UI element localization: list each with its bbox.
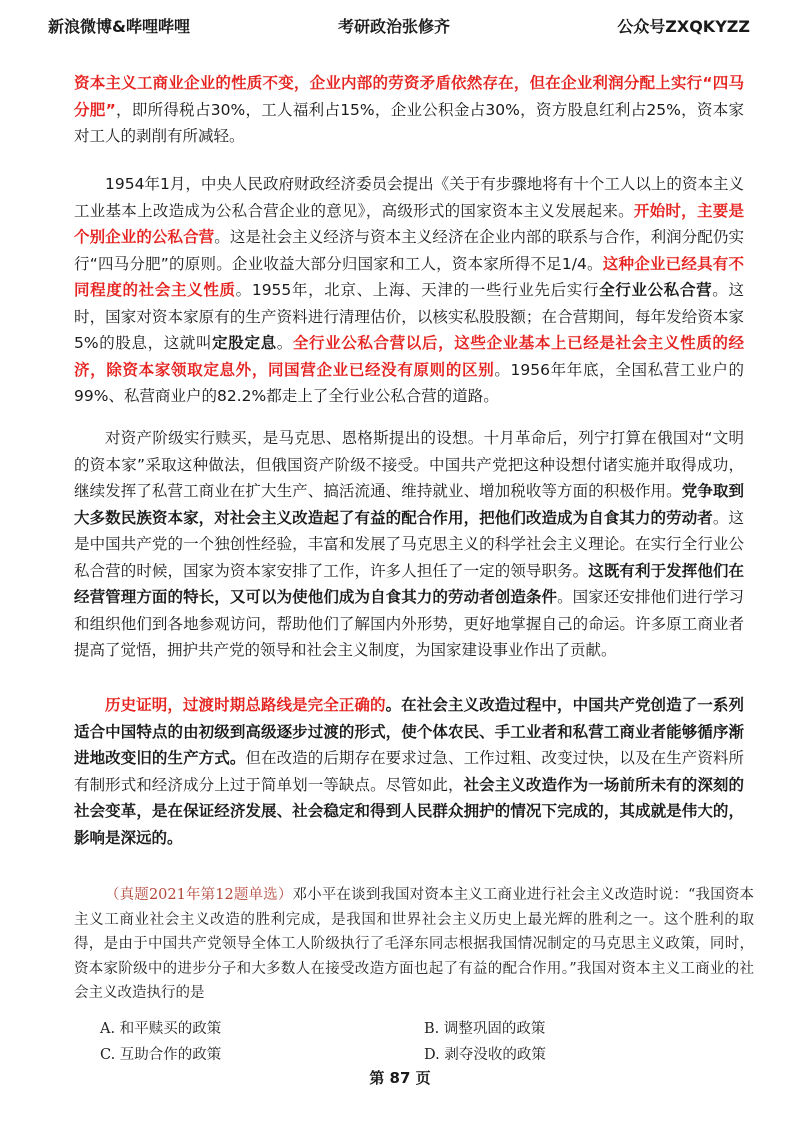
bold-text: 社会主义改造作为一场前所未有的深刻的社会变革，是在保证经济发展、社会稳定和得到人民群众拥护的情况下完成的，其成就是伟大的，影响是深远的。: [74, 775, 744, 847]
highlight-text: 全行业公私合营以后，这些企业基本上已经是社会主义性质的经济，除资本家领取定息外，同国营企业已经没有原则的区别: [74, 334, 744, 379]
paragraph-redemption-policy: [74, 425, 744, 664]
body-text: 。: [276, 334, 293, 352]
option-b: B. 调整巩固的政策: [424, 1021, 546, 1037]
paragraph-four-horse-profit-split: [74, 70, 744, 150]
body-text: 但在改造的后期存在要求过急、工作过粗、改变过快，以及在生产资料所有制形式和经济成分上过于简单划一等缺点。尽管如此，: [74, 749, 744, 794]
body-text: 。1955年，北京、上海、天津的一些行业先后实行: [235, 281, 600, 299]
exam-question-stem: [74, 883, 754, 1006]
highlight-text: 这种企业已经具有不同程度的社会主义性质: [74, 254, 744, 299]
header-left-weibo-bilibili: 新浪微博&哔哩哔哩: [48, 17, 190, 36]
highlight-text: 资本主义工商业企业的性质不变，企业内部的劳资矛盾依然存在，但在企业利润分配上实行“四马分肥”: [74, 74, 744, 119]
body-text: 对资产阶级实行赎买，是马克思、恩格斯提出的设想。十月革命后，列宁打算在俄国对“文明的资本家”采取这种做法，但俄国资产阶级不接受。中国共产党把这种设想付诸实施并取得成功，继续发挥了私营工商业在扩大生产、搞活流通、维持就业、增加税收等方面的积极作用。: [74, 429, 744, 500]
body-text: 。这时，国家对资本家原有的生产资料进行清理估价，以核实私股股额；在合营期间，每年发给资本家5%的股息，这就叫: [74, 281, 744, 352]
option-c: C. 互助合作的政策: [100, 1047, 222, 1063]
page-header: [48, 14, 750, 44]
question-text: 邓小平在谈到我国对资本主义工商业进行社会主义改造时说：“我国资本主义工商业社会主义改造的胜利完成，是我国和世界社会主义历史上最光辉的胜利之一。这个胜利的取得，是由于中国共产党领导全体工人阶级执行了毛泽东同志根据我国情况制定的马克思主义政策，同时，资本家阶级中的进步分子和大多数人在接受改造方面也起了有益的配合作用。”我国对资本主义工商业的社会主义改造执行的是: [74, 887, 754, 1001]
body-text: 。这是中国共产党的一个独创性经验，丰富和发展了马克思主义的科学社会主义理论。在实行全行业公私合营的时候，国家为资本家安排了工作，许多人担任了一定的领导职务。: [74, 508, 744, 580]
body-text: 。这是社会主义经济与资本主义经济在企业内部的联系与合作，利润分配仍实行“四马分肥”的原则。企业收益大部分归国家和工人，资本家所得不足1/4。: [74, 228, 744, 273]
body-text: 。国家还安排他们进行学习和组织他们到各地参观访问，帮助他们了解国内外形势，更好地掌握自己的命运。许多原工商业者提高了觉悟，拥护共产党的领导和社会主义制度，为国家建设事业作出了贡献。: [74, 588, 744, 659]
page-number: 第 87 页: [369, 1069, 431, 1087]
header-right-wechat-account: 公众号ZXQKYZZ: [617, 17, 750, 36]
highlight-text: 开始时，主要是个别企业的公私合营: [74, 201, 744, 246]
header-center-author: 考研政治张修齐: [338, 17, 451, 36]
option-d: D. 剥夺没收的政策: [424, 1047, 546, 1063]
bold-text: 党争取到大多数民族资本家，对社会主义改造起了有益的配合作用，把他们改造成为自食其力的劳动者: [74, 482, 744, 527]
bold-text: 全行业公私合营: [599, 281, 713, 299]
body-text: 1954年1月，中央人民政府财政经济委员会提出《关于有步骤地将有十个工人以上的资本主义工业基本上改造成为公私合营企业的意见》，高级形式的国家资本主义发展起来。: [74, 175, 744, 220]
body-text: 。1956年年底，全国私营工业户的99%、私营商业户的82.2%都走上了全行业公私合营的道路。: [74, 360, 744, 405]
paragraph-joint-state-private: [74, 171, 744, 410]
option-a: A. 和平赎买的政策: [100, 1021, 222, 1037]
bold-text: 定股定息: [212, 334, 277, 352]
highlight-text: 历史证明，过渡时期总路线是完全正确的: [105, 696, 386, 714]
paragraph-historical-evaluation: [74, 692, 744, 851]
bold-text: 这既有利于发挥他们在经营管理方面的特长，又可以为使他们成为自食其力的劳动者创造条件: [74, 561, 744, 606]
body-text: ，即所得税占30%，工人福利占15%，企业公积金占30%，资方股息红利占25%，资本家对工人的剥削有所减轻。: [74, 100, 745, 145]
question-source-label: （真题2021年第12题单选）: [105, 887, 293, 903]
bold-text: 。在社会主义改造过程中，中国共产党创造了一系列适合中国特点的由初级到高级逐步过渡的形式，使个体农民、手工业者和私营工商业者能够循序渐进地改变旧的生产方式。: [74, 696, 744, 767]
